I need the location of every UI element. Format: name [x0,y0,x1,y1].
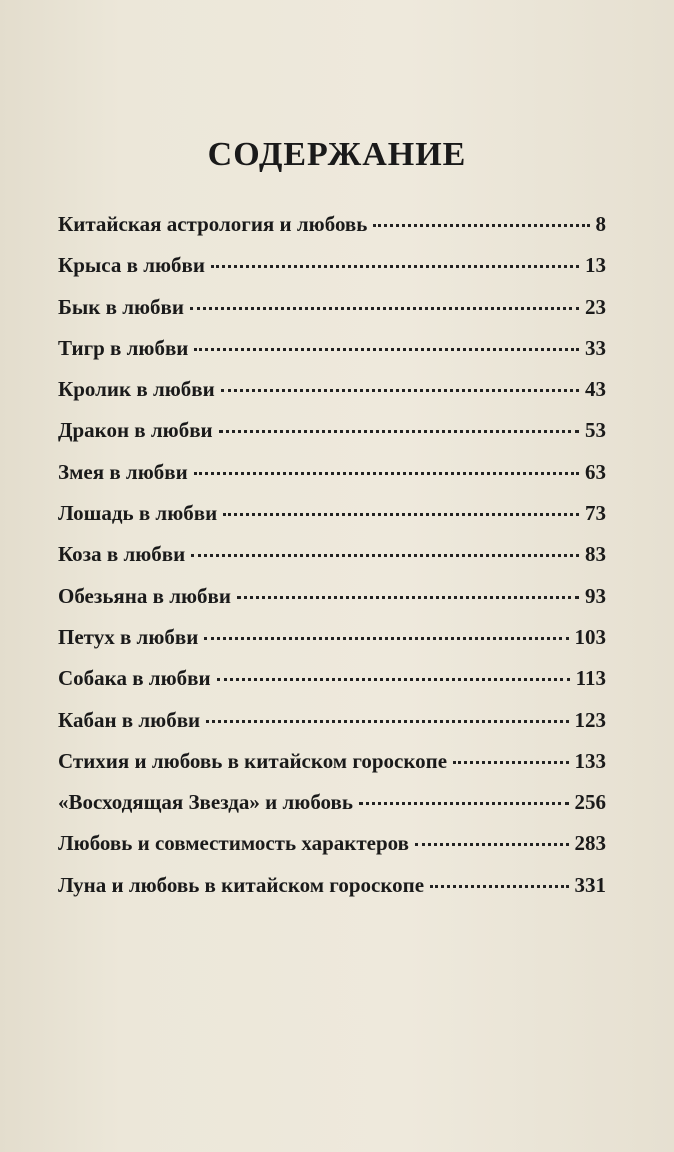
dot-leader [194,472,579,475]
toc-entry [58,336,606,377]
toc-entry-page-number: 256 [574,790,606,815]
toc-entry [58,501,606,542]
toc-entry-title: Кролик в любви [58,377,215,402]
dot-leader [211,265,579,268]
toc-entry-title: Тигр в любви [58,335,189,360]
toc-entry-title: Коза в любви [58,542,186,567]
dot-leader [221,389,579,392]
toc-entry [58,708,606,749]
toc-entry-title: Любовь и совместимость характеров [58,831,409,856]
toc-entry-title: Стихия и любовь в китайском гороскопе [58,748,448,773]
toc-entry [58,253,606,294]
toc-entry [58,295,606,336]
toc-entry-page-number: 33 [585,335,606,360]
toc-entry [58,749,606,790]
toc-entry-title: Обезьяна в любви [58,583,231,608]
toc-entry-title: Собака в любви [58,666,211,691]
toc-entry [58,873,606,914]
dot-leader [223,513,579,516]
toc-entry [58,418,606,459]
toc-entry-page-number: 43 [585,377,606,402]
dot-leader [453,761,568,764]
dot-leader [359,802,569,805]
toc-entry-title: Бык в любви [58,294,184,319]
toc-entry-title: Змея в любви [58,459,188,484]
toc-entry-title: Крыса в любви [58,253,205,278]
toc-entry [58,460,606,501]
toc-entry-title: Лошадь в любви [58,501,218,526]
toc-entry [58,584,606,625]
toc-entry-page-number: 53 [585,418,606,443]
toc-entry-page-number: 133 [574,748,606,773]
toc-entry-title: Дракон в любви [58,418,213,443]
toc-entry-page-number: 73 [585,501,606,526]
toc-entry-page-number: 103 [574,624,606,649]
dot-leader [430,885,568,888]
dot-leader [204,637,568,640]
dot-leader [219,430,579,433]
dot-leader [237,596,579,599]
toc-entry-page-number: 63 [585,459,606,484]
toc-entry [58,831,606,872]
dot-leader [190,307,579,310]
toc-entry-title: Луна и любовь в китайском гороскопе [58,872,425,897]
toc-entry [58,212,606,253]
dot-leader [194,348,579,351]
toc-entry [58,377,606,418]
toc-entry-page-number: 331 [574,872,606,897]
dot-leader [415,843,569,846]
toc-entry-page-number: 13 [585,253,606,278]
dot-leader [206,720,568,723]
toc-entry-page-number: 283 [574,831,606,856]
toc-entry-title: Китайская астрология и любовь [58,212,368,236]
toc-entry-page-number: 23 [585,294,606,319]
dot-leader [217,678,570,681]
toc-entry-page-number: 93 [585,583,606,608]
toc-entry-title: «Восходящая Звезда» и любовь [58,790,353,815]
toc-entry [58,625,606,666]
dot-leader [191,554,579,557]
toc-entry-title: Петух в любви [58,624,199,649]
toc-entry [58,666,606,707]
table-of-contents [58,212,606,914]
toc-entry-page-number: 123 [574,707,606,732]
page-title: СОДЕРЖАНИЕ [207,136,467,173]
toc-entry [58,542,606,583]
dot-leader [373,224,589,227]
toc-entry-page-number: 83 [585,542,606,567]
toc-entry-page-number: 113 [575,666,606,691]
toc-entry-title: Кабан в любви [58,707,201,732]
toc-entry [58,790,606,831]
toc-entry-page-number: 8 [595,212,606,236]
